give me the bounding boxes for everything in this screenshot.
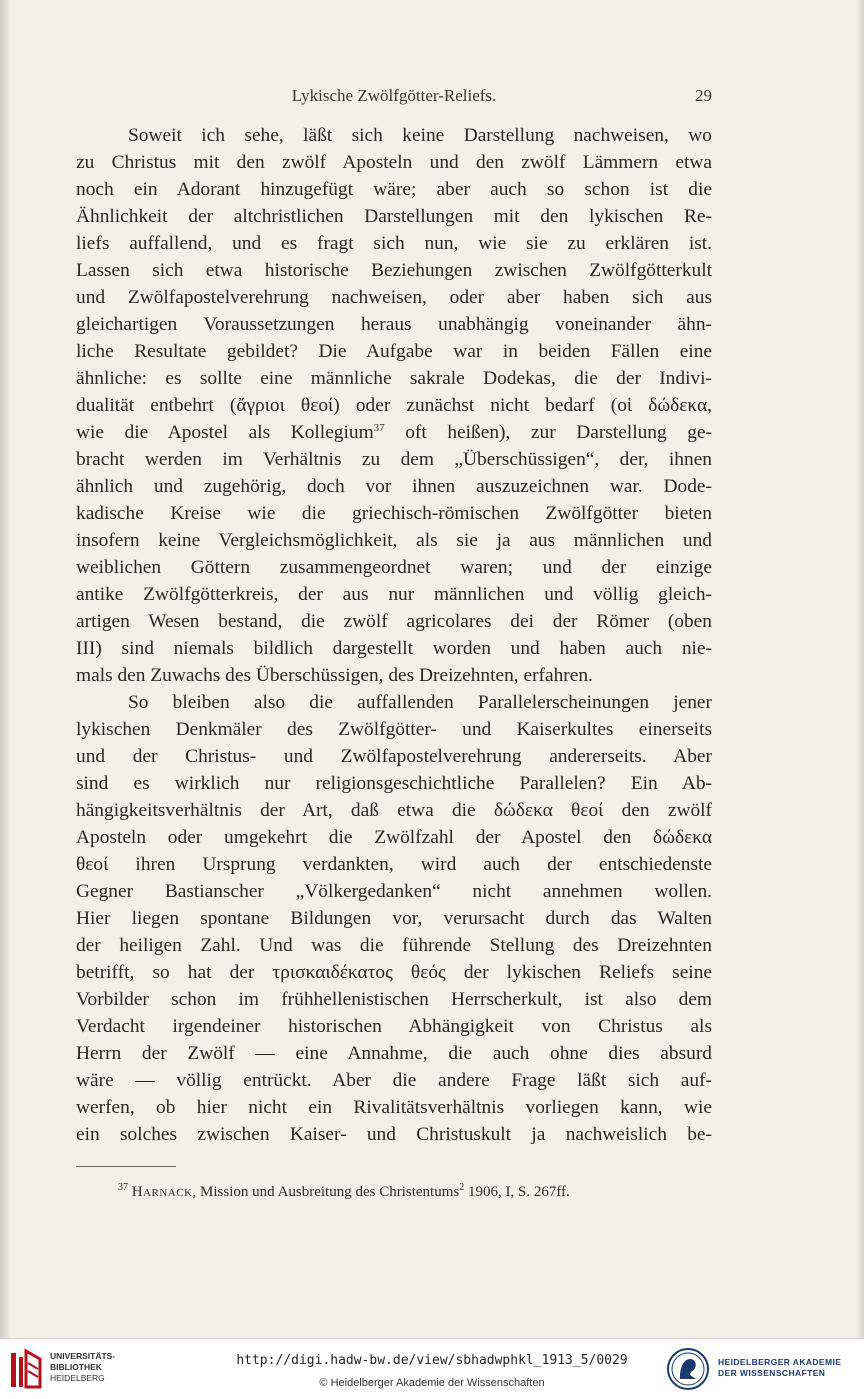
text-line: werfen, ob hier nicht ein Rivalitätsverhältnis vorliegen kann, wie [76,1097,712,1118]
text-line: wäre — völlig entrückt. Aber die andere Frage läßt sich auf- [76,1070,712,1091]
library-name-line: BIBLIOTHEK [50,1362,102,1372]
footnote-marker: 37 [118,1182,128,1193]
academy-name[interactable] [718,1357,841,1379]
running-head-title: Lykische Zwölfgötter-Reliefs. [291,86,497,105]
library-name-line: UNIVERSITÄTS- [50,1351,116,1361]
library-name-line: HEIDELBERG [50,1373,105,1383]
text-line: dualität entbehrt (ἄγριοι θεοί) oder zunächst nicht bedarf (οἱ δώδεκα, [76,395,712,416]
text-line: Hier liegen spontane Bildungen vor, verursacht durch das Walten [76,908,712,929]
text-line: und Zwölfapostelverehrung nachweisen, oder aber haben sich aus [76,287,712,308]
footnote [118,1184,712,1201]
text-line: liefs auffallend, und es fragt sich nun, wie sie zu erklären ist. [76,233,712,254]
text-line: Verdacht irgendeiner historischen Abhängigkeit von Christus als [76,1016,712,1037]
text-line: weiblichen Göttern zusammengeordnet waren; und der einzige [76,557,712,578]
text-line: So bleiben also die auffallenden Parallelerscheinungen jener [128,692,712,713]
text-line: Herrn der Zwölf — eine Annahme, die auch ohne dies absurd [76,1043,712,1064]
text-line: ähnliche: es sollte eine männliche sakrale Dodekas, die der Indivi- [76,368,712,389]
text-line: Soweit ich sehe, läßt sich keine Darstellung nachweisen, wo [128,125,712,146]
text-line: hängigkeitsverhältnis der Art, daß etwa die δώδεκα θεοί den zwölf [76,800,712,821]
text-line: Vorbilder schon im frühhellenistischen Herrscherkult, ist also dem [76,989,712,1010]
page-edge-left [0,0,10,1338]
text-line: liche Resultate gebildet? Die Aufgabe war in beiden Fällen eine [76,341,712,362]
footnote-ref[interactable]: 37 [373,422,385,434]
line-head: wie die Apostel als Kollegium [76,422,374,443]
footnote-author: Harnack [131,1184,193,1200]
text-line: Aposteln oder umgekehrt die Zwölfzahl der Apostel den δώδεκα [76,827,712,848]
text-line-with-footnote-ref [76,419,712,446]
footnote-rule [76,1166,176,1167]
text-line: und der Christus- und Zwölfapostelverehrung andererseits. Aber [76,746,712,767]
page-number: 29 [695,86,712,105]
text-line: θεοί ihren Ursprung verdankten, wird auch der entschiedenste [76,854,712,875]
page-edge-right [856,0,864,1338]
text-line: Ähnlichkeit der altchristlichen Darstellungen mit den lykischen Re- [76,206,712,227]
text-line: der heiligen Zahl. Und was die führende Stellung des Dreizehnten [76,935,712,956]
text-line: ähnlich und zugehörig, doch vor ihnen auszuzeichnen war. Dode- [76,476,712,497]
text-line: Lassen sich etwa historische Beziehungen zwischen Zwölfgötterkult [76,260,712,281]
text-line: lykischen Denkmäler des Zwölfgötter- und Kaiserkultes einerseits [76,719,712,740]
text-line: insofern keine Vergleichsmöglichkeit, als sie ja aus männlichen und [76,530,712,551]
text-line: sind es wirklich nur religionsgeschichtliche Parallelen? Ein Ab- [76,773,712,794]
academy-name-line: DER WISSENSCHAFTEN [718,1368,826,1378]
copyright-notice: © Heidelberger Akademie der Wissenschaften [319,1377,545,1389]
body-text [76,122,712,1148]
text-line: Gegner Bastianscher „Völkergedanken“ nicht annehmen wollen. [76,881,712,902]
text-line: bracht werden im Verhältnis zu dem „Überschüssigen“, der, ihnen [76,449,712,470]
running-head [76,86,712,112]
text-line: mals den Zuwachs des Überschüssigen, des Dreizehnten, erfahren. [76,665,593,686]
text-line: noch ein Adorant hinzugefügt wäre; aber auch so schon ist die [76,179,712,200]
text-line: betrifft, so hat der τρισκαιδέκατος θεός der lykischen Reliefs seine [76,962,712,983]
footnote-edition: 2 [459,1182,465,1193]
text-line: kadische Kreise wie die griechisch-römischen Zwölfgötter bieten [76,503,712,524]
academy-name-line: HEIDELBERGER AKADEMIE [718,1357,842,1367]
text-line: ein solches zwischen Kaiser- und Christuskult ja nachweislich be- [76,1124,712,1145]
footnote-text: , Mission und Ausbreitung des Christentums [192,1184,460,1200]
footnote-rest: 1906, I, S. 267ff. [464,1184,570,1200]
text-line: artigen Wesen bestand, die zwölf agricolares dei der Römer (oben [76,611,712,632]
academy-seal-icon[interactable] [666,1347,710,1391]
text-line: III) sind niemals bildlich dargestellt worden und haben auch nie- [76,638,712,659]
text-line: zu Christus mit den zwölf Aposteln und den zwölf Lämmern etwa [76,152,712,173]
text-line: antike Zwölfgötterkreis, der aus nur männlichen und völlig gleich- [76,584,712,605]
permalink-url[interactable]: http://digi.hadw-bw.de/view/sbhadwphkl_1913_5/0029 [236,1353,628,1368]
line-tail: oft heißen), zur Darstellung ge- [384,422,712,443]
viewer-footer [0,1338,864,1399]
text-line: gleichartigen Voraussetzungen heraus unabhängig voneinander ähn- [76,314,712,335]
